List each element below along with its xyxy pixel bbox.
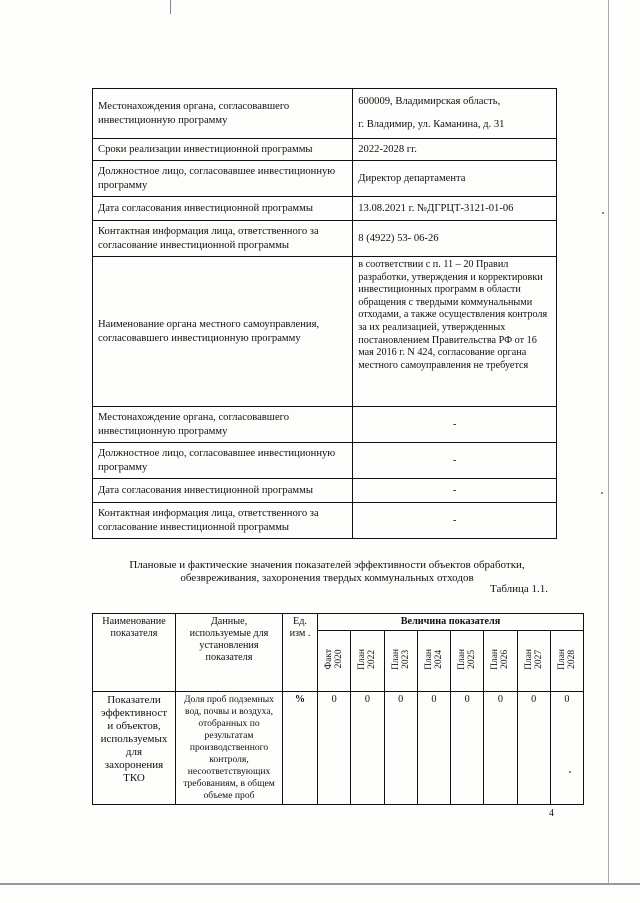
table-row: [93, 139, 557, 161]
indicator-unit: %: [283, 692, 318, 805]
info-value: в соответствии с п. 11 – 20 Правил разработки, утверждения и корректировки инвестиционных программ в области обращения с твердыми коммунальными отходами, а также осуществления контроля за их реализацией, утвержденных постановлением Правительства РФ от 16 мая 2016 г. N 424, согласование органа местного самоуправления не требуется: [353, 257, 557, 407]
indicator-data: Доля проб подземных вод, почвы и воздуха, отобранных по результатам производственного контроля, несоответствующих требованиям, в общем объеме проб: [176, 692, 283, 805]
indicator-value: 0: [517, 692, 550, 805]
info-value: 8 (4922) 53- 06-26: [353, 221, 557, 257]
info-value: -: [353, 443, 557, 479]
header-value: Величина показателя: [318, 614, 584, 631]
year-header: План 2028: [550, 631, 583, 692]
table-row: [93, 89, 557, 139]
header-row: [93, 614, 584, 631]
info-value: 2022-2028 гг.: [353, 139, 557, 161]
info-label: Наименование органа местного самоуправления, согласовавшего инвестиционную программу: [93, 257, 353, 407]
info-label: Дата согласования инвестиционной программы: [93, 197, 353, 221]
info-label: Контактная информация лица, ответственного за согласование инвестиционной программы: [93, 503, 353, 539]
info-label: Контактная информация лица, ответственного за согласование инвестиционной программы: [93, 221, 353, 257]
investment-program-info-table: [92, 88, 557, 539]
info-label: Сроки реализации инвестиционной программы: [93, 139, 353, 161]
table-row: [93, 257, 557, 407]
scan-dot: [602, 212, 604, 214]
table-row: [93, 197, 557, 221]
table-row: [93, 221, 557, 257]
info-value: -: [353, 503, 557, 539]
indicator-value: 0: [318, 692, 351, 805]
table-row: [93, 503, 557, 539]
info-value: -: [353, 479, 557, 503]
year-header: План 2024: [417, 631, 450, 692]
header-unit: Ед. изм .: [283, 614, 318, 692]
indicator-value: 0: [451, 692, 484, 805]
table-caption-line-1: Плановые и фактические значения показателей эффективности объектов обработки,: [129, 559, 525, 571]
indicator-value: 0: [550, 692, 583, 805]
year-header: План 2025: [451, 631, 484, 692]
year-header: План 2022: [351, 631, 384, 692]
year-header: Факт 2020: [318, 631, 351, 692]
table-row: [93, 407, 557, 443]
scan-artifact-line: [0, 883, 640, 885]
year-header: План 2027: [517, 631, 550, 692]
table-row: [93, 479, 557, 503]
info-label: Местонахождения органа, согласовавшего инвестиционную программу: [93, 89, 353, 139]
scan-dot: [601, 492, 603, 494]
info-value: [353, 89, 557, 139]
info-label: Дата согласования инвестиционной программы: [93, 479, 353, 503]
info-value: -: [353, 407, 557, 443]
year-header: План 2023: [384, 631, 417, 692]
indicator-value: 0: [417, 692, 450, 805]
table-row: [93, 161, 557, 197]
indicator-name: Показатели эффективност и объектов, используемых для захоронения ТКО: [93, 692, 176, 805]
address-line-2: г. Владимир, ул. Каманина, д. 31: [358, 119, 505, 130]
info-label: Должностное лицо, согласовавшее инвестиционную программу: [93, 443, 353, 479]
info-value: Директор департамента: [353, 161, 557, 197]
indicator-table: [92, 613, 584, 805]
info-value: 13.08.2021 г. №ДГРЦТ-3121-01-06: [353, 197, 557, 221]
scan-artifact-line: [170, 0, 171, 14]
indicator-value: 0: [351, 692, 384, 805]
table-caption-line-2: обезвреживания, захоронения твердых коммунальных отходов: [180, 572, 474, 584]
year-header: План 2026: [484, 631, 517, 692]
address-line-1: 600009, Владимирская область,: [358, 96, 501, 107]
indicator-value: 0: [384, 692, 417, 805]
header-data: Данные, используемые для установления показателя: [176, 614, 283, 692]
info-label: Местонахождение органа, согласовавшего инвестиционную программу: [93, 407, 353, 443]
table-row: [93, 443, 557, 479]
indicator-value: 0: [484, 692, 517, 805]
header-name: Наименование показателя: [93, 614, 176, 692]
table-row: [93, 692, 584, 805]
scan-artifact-line: [608, 0, 609, 883]
info-label: Должностное лицо, согласовавшее инвестиционную программу: [93, 161, 353, 197]
table-number: Таблица 1.1.: [490, 583, 549, 595]
page-number: 4: [549, 808, 554, 819]
